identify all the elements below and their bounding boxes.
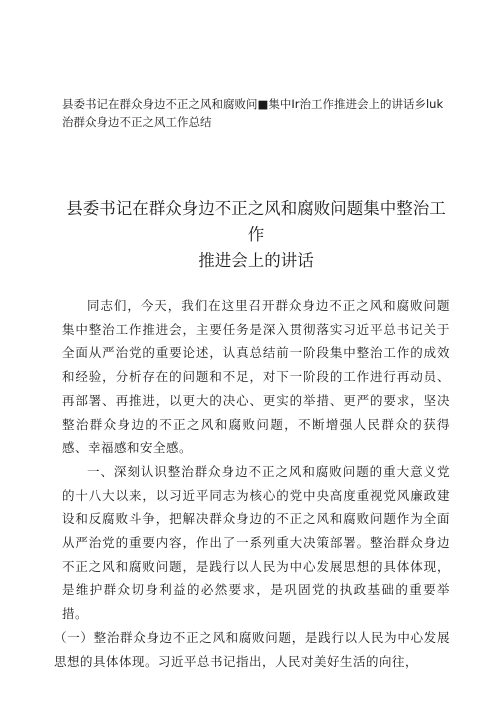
header-note: 县委书记在群众身边不正之风和腐败问■集中Ir治工作推进会上的讲话乡luk治群众身边不正之风工作总结 [62, 97, 444, 129]
document-body [54, 294, 450, 673]
body-paragraph-subsection-one: （一）整治群众身边不正之风和腐败问题，是践行以人民为中心发展思想的具体体现。习近平总书记指出，人民对美好生活的向往， [54, 629, 450, 669]
body-paragraph-opening: 同志们，今天，我们在这里召开群众身边不正之风和腐败问题集中整治工作推进会，主要任务是深入贯彻落实习近平总书记关于全面从严治党的重要论述，认真总结前一阶段集中整治工作的成效和经验，分析存在的问题和不足，对下一阶段的工作进行再动员、再部署、再推进，以更大的决心、更实的举措、更严的要求，坚决整治群众身边的不正之风和腐败问题，不断增强人民群众的获得感、幸福感和安全感。 [62, 298, 450, 456]
body-paragraph-section-one: 一、深刻认识整治群众身边不正之风和腐败问题的重大意义党的十八大以来，以习近平同志为核心的党中央高度重视党风廉政建设和反腐败斗争，把解决群众身边的不正之风和腐败问题作为全面从严治党的重要内容，作出了一系列重大决策部署。整治群众身边不正之风和腐败问题，是践行以人民为中心发展思想的具体体现，是维护群众切身利益的必然要求，是巩固党的执政基础的重要举措。 [62, 463, 450, 622]
document-title [62, 196, 450, 274]
title-line-1: 县委书记在群众身边不正之风和腐败问题集中整治工作 [66, 199, 446, 244]
title-line-2: 推进会上的讲话 [198, 251, 314, 270]
